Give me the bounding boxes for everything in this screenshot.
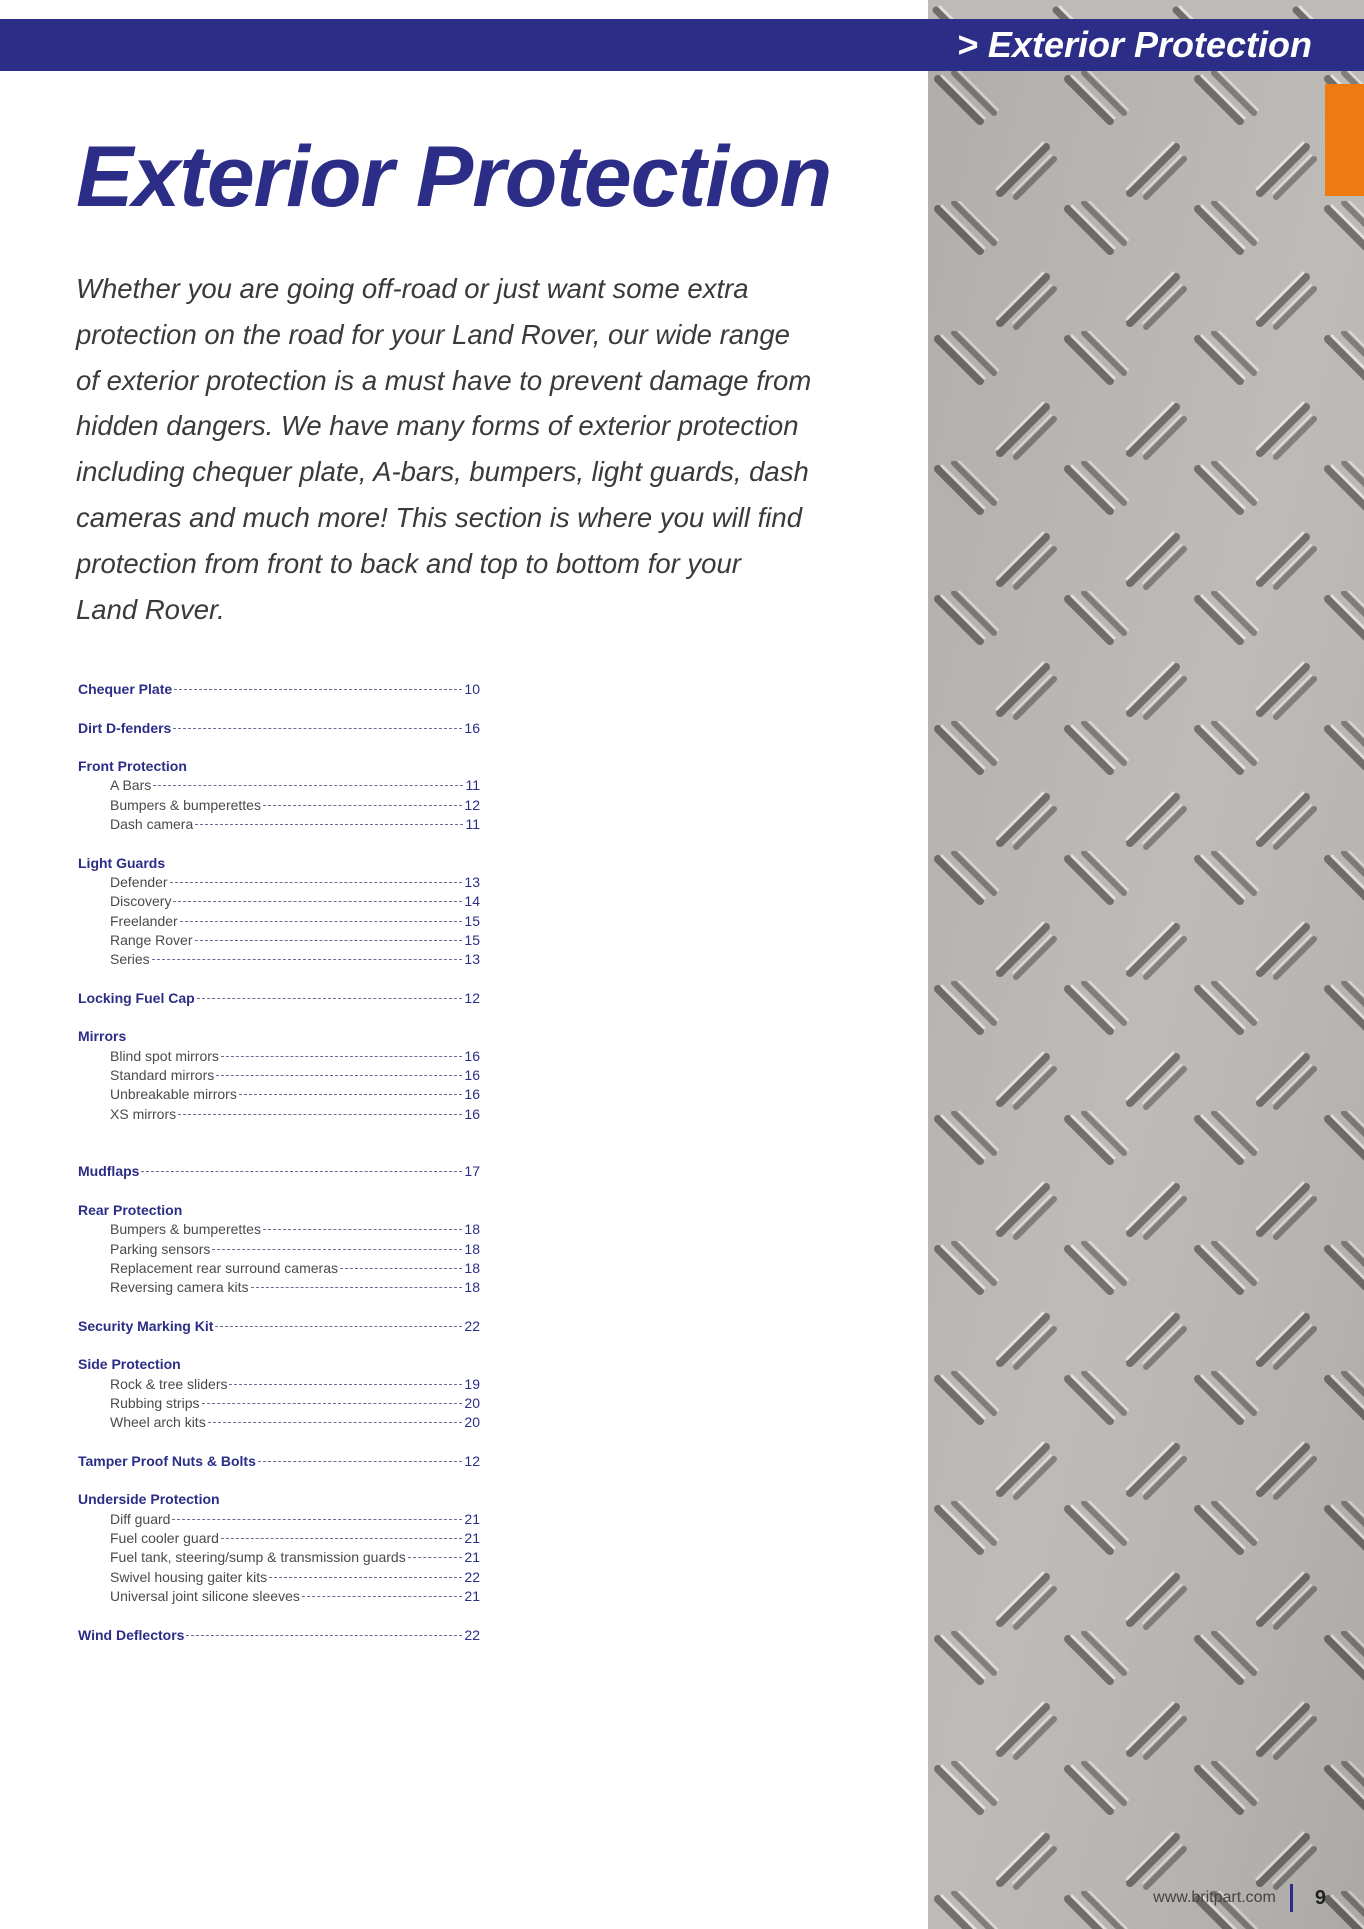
toc-entry-fuel-cooler-guard[interactable]: Fuel cooler guard 21 <box>110 1530 480 1547</box>
footer-divider <box>1290 1884 1293 1912</box>
toc-entry-wheel-arch-kits[interactable]: Wheel arch kits 20 <box>110 1414 480 1431</box>
chequer-plate-image-top <box>928 0 1364 19</box>
toc-group-rear-protection: Rear Protection <box>78 1202 183 1219</box>
toc-entry-front-bumpers[interactable]: Bumpers & bumperettes 12 <box>110 796 480 813</box>
toc-entry-blind-spot-mirrors[interactable]: Blind spot mirrors 16 <box>110 1047 480 1064</box>
toc-entry-xs-mirrors[interactable]: XS mirrors 16 <box>110 1105 480 1122</box>
intro-line: hidden dangers. We have many forms of exterior protection <box>76 410 799 442</box>
toc-entry-rear-bumpers[interactable]: Bumpers & bumperettes 18 <box>110 1221 480 1238</box>
toc-entry-rubbing-strips[interactable]: Rubbing strips 20 <box>110 1394 480 1411</box>
toc-entry-range-rover[interactable]: Range Rover 15 <box>110 931 480 948</box>
toc-entry-tamper-proof[interactable]: Tamper Proof Nuts & Bolts 12 <box>78 1452 480 1469</box>
toc-entry-mudflaps[interactable]: Mudflaps 17 <box>78 1163 480 1180</box>
toc-entry-security-marking-kit[interactable]: Security Marking Kit 22 <box>78 1317 480 1334</box>
page-number: 9 <box>1314 1887 1326 1909</box>
toc-entry-diff-guard[interactable]: Diff guard 21 <box>110 1510 480 1527</box>
intro-line: Land Rover. <box>76 593 225 625</box>
toc-entry-series[interactable]: Series 13 <box>110 951 480 968</box>
section-tab-marker <box>1325 84 1364 196</box>
toc-entry-chequer-plate[interactable]: Chequer Plate 10 <box>78 681 480 697</box>
toc-entry-dirt-dfenders[interactable]: Dirt D-fenders 16 <box>78 719 480 736</box>
intro-line: cameras and much more! This section is where you will find <box>76 501 802 533</box>
toc-entry-defender[interactable]: Defender 13 <box>110 873 480 890</box>
toc-entry-dash-camera[interactable]: Dash camera 11 <box>110 816 480 833</box>
page-title: Exterior Protection <box>76 129 832 225</box>
website-link[interactable]: www.britpart.com <box>1153 1889 1276 1906</box>
toc-entry-rock-tree-sliders[interactable]: Rock & tree sliders 19 <box>110 1375 480 1392</box>
section-header-bar <box>0 19 1364 71</box>
toc-group-side-protection: Side Protection <box>78 1356 181 1373</box>
intro-line: protection on the road for your Land Rover, our wide range <box>76 318 790 350</box>
intro-line: Whether you are going off-road or just want some extra <box>76 273 749 304</box>
intro-line: protection from front to back and top to bottom for your <box>76 547 741 579</box>
toc-group-front-protection: Front Protection <box>78 758 187 775</box>
toc-entry-discovery[interactable]: Discovery 14 <box>110 893 480 910</box>
section-label: > Exterior Protection <box>956 24 1312 65</box>
toc-entry-reversing-camera-kits[interactable]: Reversing camera kits 18 <box>110 1279 480 1296</box>
toc-entry-freelander[interactable]: Freelander 15 <box>110 912 480 929</box>
intro-paragraph <box>76 266 876 632</box>
toc-entry-universal-joint-sleeves[interactable]: Universal joint silicone sleeves 21 <box>110 1587 480 1604</box>
page-footer <box>1153 1883 1326 1913</box>
table-of-contents <box>78 680 480 1645</box>
intro-line: of exterior protection is a must have to prevent damage from <box>76 364 812 396</box>
toc-entry-wind-deflectors[interactable]: Wind Deflectors 22 <box>78 1626 480 1643</box>
intro-line: including chequer plate, A-bars, bumpers, light guards, dash <box>76 456 809 488</box>
toc-group-light-guards: Light Guards <box>78 854 166 871</box>
toc-entry-locking-fuel-cap[interactable]: Locking Fuel Cap 12 <box>78 989 480 1006</box>
toc-group-mirrors: Mirrors <box>78 1028 127 1045</box>
toc-entry-parking-sensors[interactable]: Parking sensors 18 <box>110 1240 480 1257</box>
toc-entry-swivel-housing-gaiter-kits[interactable]: Swivel housing gaiter kits 22 <box>110 1568 480 1585</box>
toc-entry-a-bars[interactable]: A Bars 11 <box>110 777 480 794</box>
chequer-plate-image <box>928 71 1364 1929</box>
toc-group-underside-protection: Underside Protection <box>78 1491 220 1508</box>
toc-entry-rear-surround-cameras[interactable]: Replacement rear surround cameras 18 <box>110 1259 480 1276</box>
toc-entry-fuel-tank-guards[interactable]: Fuel tank, steering/sump & transmission guards 21 <box>110 1549 480 1566</box>
toc-entry-standard-mirrors[interactable]: Standard mirrors 16 <box>110 1066 480 1083</box>
toc-entry-unbreakable-mirrors[interactable]: Unbreakable mirrors 16 <box>110 1086 480 1103</box>
